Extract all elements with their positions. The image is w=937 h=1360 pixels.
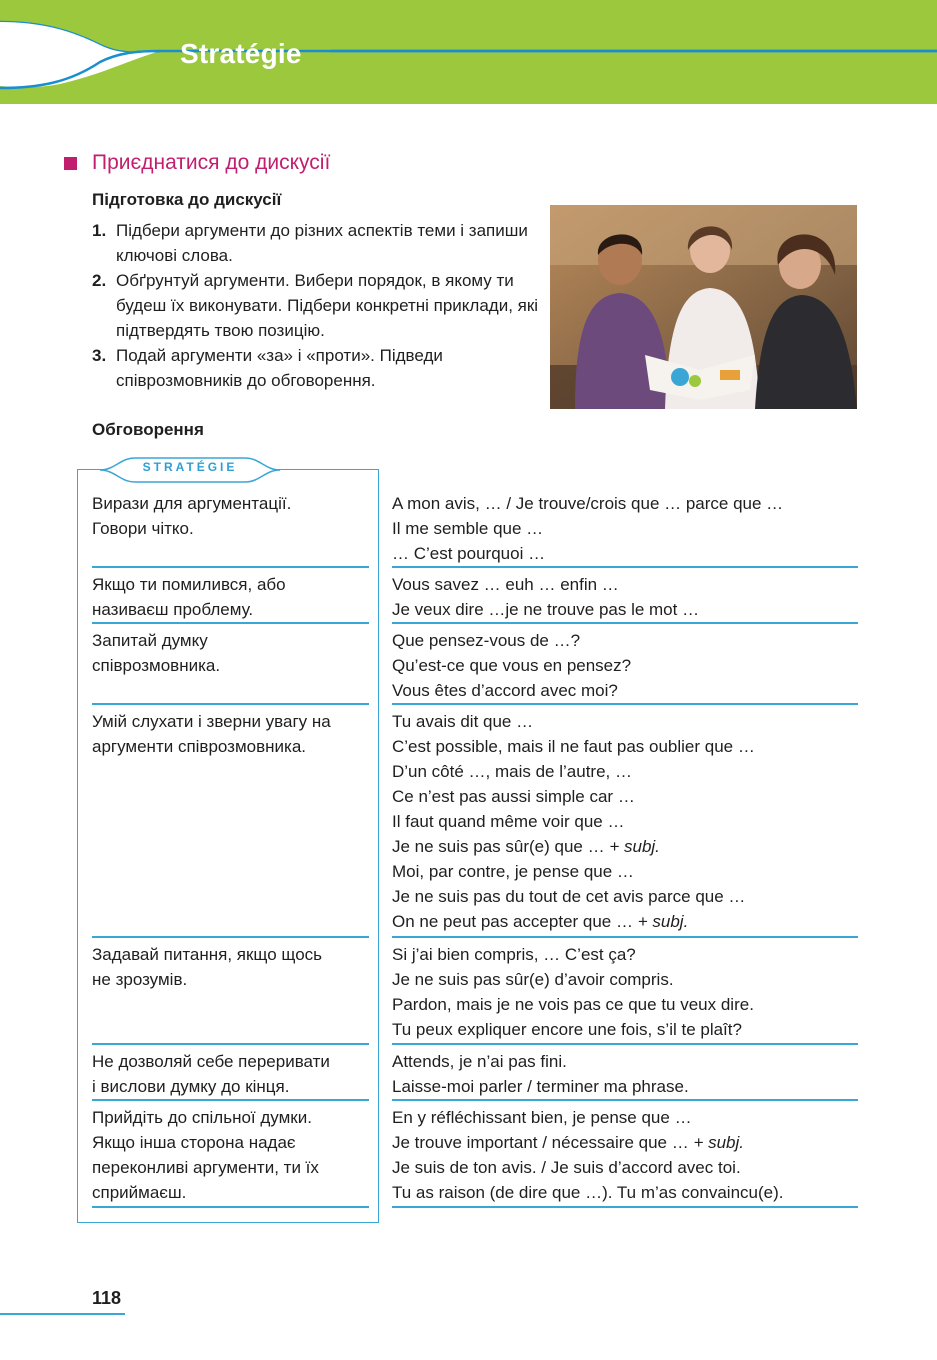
- section-bullet-icon: [64, 157, 77, 170]
- row-phrases: En y réfléchissant bien, je pense que … Je trouve important / nécessaire que … + subj. Je suis de ton avis. / Je suis d’accord avec toi. Tu as raison (de dire que …). Tu m’as convaincu(e).: [392, 1108, 784, 1202]
- header-banner: [0, 0, 937, 104]
- row-divider: [392, 1099, 858, 1101]
- row-divider: [92, 1206, 369, 1208]
- subjunctive-note: + subj.: [609, 837, 660, 856]
- step-item: 1. Підбери аргументи до різних аспектів теми і запиши ключові слова.: [92, 221, 528, 265]
- strategy-label: STRATÉGIE: [142, 460, 238, 474]
- row-divider: [92, 1099, 369, 1101]
- row-divider: [92, 622, 369, 624]
- row-divider: [92, 936, 369, 938]
- preparation-steps: [92, 218, 542, 393]
- section-title: Приєднатися до дискусії: [92, 151, 331, 174]
- row-divider: [92, 566, 369, 568]
- discussion-heading: Обговорення: [92, 420, 204, 439]
- row-tip: Запитай думку співрозмовника.: [92, 631, 221, 675]
- banner-title: Stratégie: [180, 38, 302, 69]
- subjunctive-note: + subj.: [637, 912, 689, 931]
- row-divider: [392, 622, 858, 624]
- row-divider: [392, 566, 858, 568]
- subjunctive-note: + subj.: [693, 1133, 744, 1152]
- row-tip: Задавай питання, якщо щось не зрозумів.: [92, 945, 323, 989]
- row-phrases: Tu avais dit que … C’est possible, mais il ne faut pas oublier que … D’un côté …, mais de l’autre, … Ce n’est pas aussi simple car … Il faut quand même voir que … Je ne suis pas sûr(e) que … + subj. Moi, par contre, je pense que … Je ne suis pas du tout de cet avis parce que … On ne peut pas accepter que … + subj.: [392, 712, 755, 931]
- row-divider: [392, 1206, 858, 1208]
- row-tip: Якщо ти помилився, або називаєш проблему.: [92, 575, 286, 619]
- row-divider: [392, 703, 858, 705]
- row-phrases: A mon avis, … / Je trouve/crois que … parce que … Il me semble que … … C’est pourquoi …: [392, 494, 784, 563]
- students-photo: [550, 205, 857, 409]
- page-number-rule: [0, 1313, 125, 1315]
- step-item: 3. Подай аргументи «за» і «проти». Підведи співрозмовників до обговорення.: [92, 346, 443, 390]
- row-phrases: Vous savez … euh … enfin … Je veux dire …je ne trouve pas le mot …: [392, 575, 700, 619]
- row-phrases: Si j’ai bien compris, … C’est ça? Je ne suis pas sûr(e) d’avoir compris. Pardon, mais je ne vois pas ce que tu veux dire. Tu peux expliquer encore une fois, s’il te plaît?: [392, 945, 754, 1039]
- row-tip: Не дозволяй себе переривати і вислови думку до кінця.: [92, 1052, 330, 1096]
- page-number: 118: [92, 1288, 122, 1308]
- preparation-heading: Підготовка до дискусії: [92, 190, 282, 209]
- row-phrases: Attends, je n’ai pas fini. Laisse-moi parler / terminer ma phrase.: [392, 1052, 689, 1096]
- row-divider: [92, 1043, 369, 1045]
- row-tip: Умій слухати і зверни увагу на аргументи співрозмовника.: [92, 712, 331, 756]
- row-tip: Прийдіть до спільної думки. Якщо інша сторона надає переконливі аргументи, ти їх сприймаєш.: [92, 1108, 319, 1202]
- row-divider: [392, 936, 858, 938]
- banner-wave-graphic: [0, 0, 937, 104]
- row-divider: [392, 1043, 858, 1045]
- row-tip: Вирази для аргументації. Говори чітко.: [92, 494, 292, 538]
- row-divider: [92, 703, 369, 705]
- row-phrases: Que pensez-vous de …? Qu’est-ce que vous en pensez? Vous êtes d’accord avec moi?: [392, 631, 632, 700]
- step-item: 2. Обґрунтуй аргументи. Вибери порядок, в якому ти будеш їх виконувати. Підбери конкретні приклади, які підтвердять твою позицію.: [92, 271, 539, 340]
